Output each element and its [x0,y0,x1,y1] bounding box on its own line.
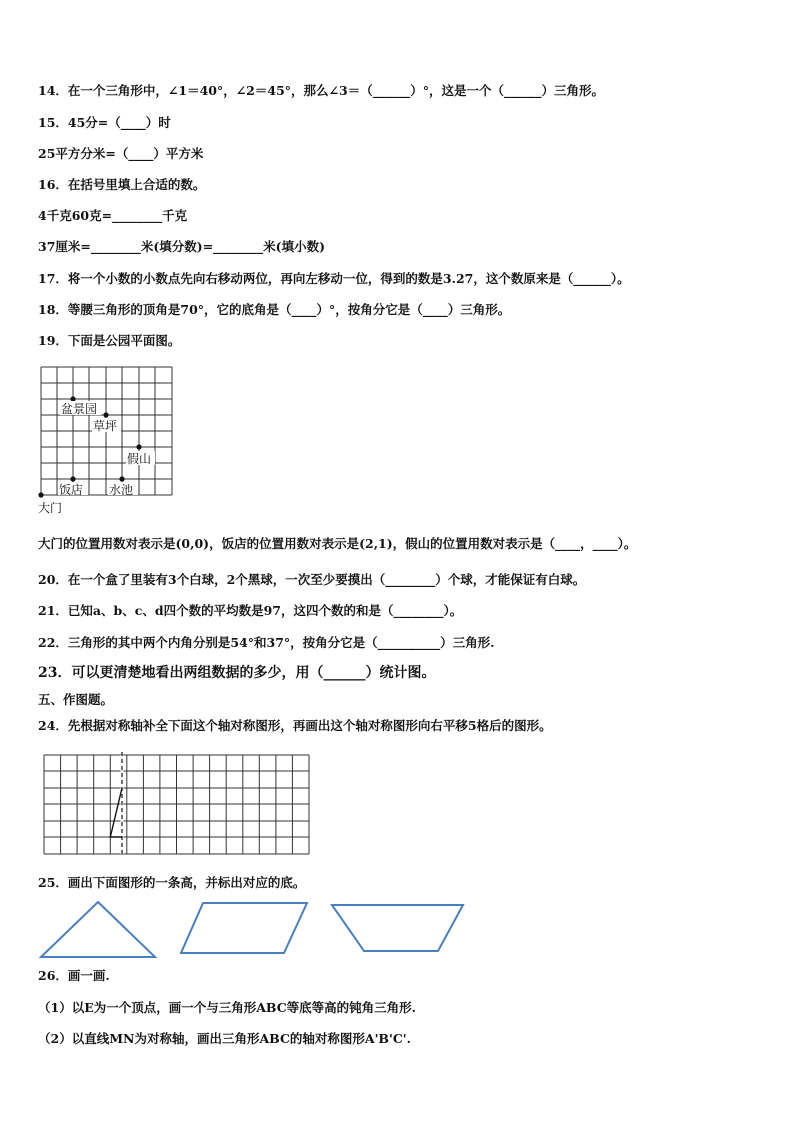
bonsai-label: 盆景园 [61,402,98,416]
question-15b: 25平方分米=（____）平方米 [38,146,204,161]
parallelogram-shape [181,903,307,953]
question-19-text: 大门的位置用数对表示是(0,0)，饭店的位置用数对表示是(2,1)，假山的位置用数对表示是（____，____）。 [38,536,637,551]
question-16b: 37厘米=________米(填分数)=________米(填小数) [38,239,325,254]
question-26-1: （1）以E为一个顶点，画一个与三角形ABC等底等高的钝角三角形. [38,1000,417,1015]
question-15a: 15．45分=（____）时 [38,115,171,130]
question-21: 21．已知a、b、c、d四个数的平均数是97，这四个数的和是（________）。 [38,603,463,618]
section-5-heading: 五、作图题。 [38,692,114,707]
triangle-shape [41,902,155,957]
question-19: 19．下面是公园平面图。 [38,333,181,348]
question-17: 17．将一个小数的小数点先向右移动两位，再向左移动一位，得到的数是3.27，这个数原来是（______）。 [38,271,630,286]
rockery-label: 假山 [127,452,152,466]
question-16: 16．在括号里填上合适的数。 [38,177,206,192]
question-18: 18．等腰三角形的顶角是70°，它的底角是（____）°，按角分它是（____）三角形。 [38,302,511,317]
lawn-label: 草坪 [93,419,118,433]
question-25: 25．画出下面图形的一条高，并标出对应的底。 [38,875,306,890]
question-14: 14．在一个三角形中，∠1＝40°，∠2＝45°，那么∠3＝（______）°，这是一个（______）三角形。 [38,83,604,98]
question-23: 23．可以更清楚地看出两组数据的多少，用（______）统计图。 [38,665,436,681]
question-20: 20．在一个盒了里装有3个白球，2个黑球，一次至少要摸出（________）个球，才能保证有白球。 [38,572,586,587]
question-22: 22．三角形的其中两个内角分别是54°和37°，按角分它是（__________）三角形. [38,635,495,650]
question-26-2: （2）以直线MN为对称轴，画出三角形ABC的轴对称图形A'B'C'. [38,1031,411,1046]
pool-label: 水池 [109,483,134,497]
gate-label: 大门 [38,501,63,515]
question-16a: 4千克60克=________千克 [38,208,188,223]
question-24: 24．先根据对称轴补全下面这个轴对称图形，再画出这个轴对称图形向右平移5格后的图形。 [38,718,552,733]
trapezoid-shape [332,905,463,951]
question-26: 26．画一画. [38,968,110,983]
restaurant-label: 饭店 [59,483,84,497]
